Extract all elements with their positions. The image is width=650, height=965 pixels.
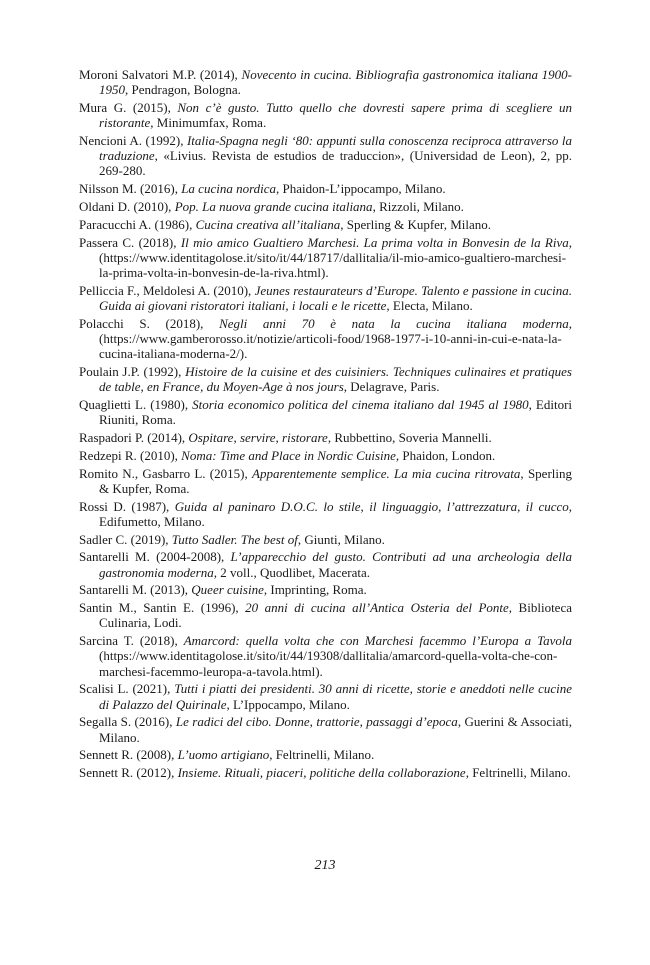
entry-title: Le radici del cibo. Donne, trattorie, passaggi d’epoca — [175, 714, 458, 730]
bibliography-entry — [79, 549, 572, 579]
entry-author: Moroni Salvatori M.P. (2014), — [79, 67, 242, 82]
entry-author: Sennett R. (2008), — [79, 747, 178, 763]
entry-publication: , L’Ippocampo, Milano. — [226, 696, 350, 712]
entry-author: Mura G. (2015), — [79, 100, 178, 115]
entry-title: L’uomo artigiano — [177, 747, 270, 763]
entry-title: L’apparecchio del gusto. Contributi ad una archeologia della gastronomia moderna, — [99, 549, 573, 580]
bibliography-entry — [79, 67, 572, 97]
bibliography-entry — [79, 681, 572, 711]
entry-publication: Phaidon, London. — [399, 447, 496, 463]
entry-title: Cucina creativa all’italiana — [195, 216, 341, 232]
entry-title: Jeunes restaurateurs d’Europe. Talento e passione in cucina. Guida ai giovani ristoratori italiani, i locali e le ricette — [99, 282, 572, 313]
entry-title: Pop. La nuova grande cucina italiana — [174, 199, 373, 214]
entry-title: Storia economico politica del cinema italiano dal 1945 al 1980 — [192, 397, 529, 412]
bibliography-entry — [79, 283, 572, 313]
entry-author: Polacchi S. (2018), — [79, 315, 220, 331]
entry-publication: , Rubbettino, Soveria Mannelli. — [327, 430, 492, 445]
entry-title: Amarcord: quella volta che con Marchesi facemmo l’Europa a Tavola — [183, 633, 572, 649]
bibliography-entry — [79, 235, 572, 281]
entry-publication: , Electa, Milano. — [386, 298, 473, 313]
entry-title: Non c’è gusto. Tutto quello che dovresti sapere prima di scegliere un ristorante, — [99, 100, 572, 131]
entry-title: Tutto Sadler. The best of — [171, 531, 298, 547]
bibliography-entry — [79, 430, 572, 445]
entry-author: Paracucchi A. (1986), — [79, 216, 196, 232]
entry-title: Histoire de la cuisine et des cuisiniers. Techniques culinaires et pratiques de table, en France, du Moyen-Age à nos jours — [99, 364, 572, 395]
entry-author: Sennett R. (2012), — [79, 765, 178, 781]
bibliography-entry — [79, 633, 572, 679]
entry-publication: , Rizzoli, Milano. — [372, 199, 464, 214]
entry-publication: (https://www.identitagolose.it/sito/it/44/19308/dallitalia/amarcord-quella-volta-che-con-marchesi-facemmo-leuropa-a-tavola.html). — [99, 648, 558, 679]
bibliography-entry — [79, 316, 572, 362]
entry-title: Italia-Spagna negli ‘80: appunti sulla conoscenza reciproca attraverso la traduzione — [99, 133, 572, 164]
entry-publication: , Guerini & Associati, Milano. — [99, 714, 572, 745]
entry-author: Passera C. (2018), — [79, 234, 181, 250]
entry-publication: , Pendragon, Bologna. — [125, 82, 241, 98]
bibliography-entry — [79, 364, 572, 394]
entry-title: Novecento in cucina. Bibliografia gastronomica italiana 1900-1950 — [99, 67, 572, 98]
bibliography-entry — [79, 765, 572, 780]
entry-author: Segalla S. (2016), — [79, 714, 176, 730]
entry-publication: , Imprinting, Roma. — [263, 582, 367, 598]
bibliography-entry — [79, 466, 572, 496]
entry-author: Oldani D. (2010), — [79, 199, 175, 214]
entry-author: Redzepi R. (2010), — [79, 447, 182, 463]
entry-title: Tutti i piatti dei presidenti. 30 anni di ricette, storie e aneddoti nelle cucine di Palazzo del Quirinale — [99, 681, 573, 712]
entry-title: 20 anni di cucina all’Antica Osteria del Ponte — [245, 600, 509, 616]
bibliography-list — [79, 67, 572, 783]
entry-author: Sarcina T. (2018), — [79, 633, 184, 649]
entry-publication: 2 voll., Quodlibet, Macerata. — [216, 564, 371, 580]
entry-publication: Minimumfax, Roma. — [153, 115, 267, 131]
bibliography-entry — [79, 532, 572, 547]
entry-title: La cucina nordica — [181, 181, 277, 197]
entry-publication: , Sperling & Kupfer, Milano. — [340, 216, 492, 232]
bibliography-entry — [79, 217, 572, 232]
entry-author: Quaglietti L. (1980), — [79, 397, 193, 412]
bibliography-entry — [79, 499, 572, 529]
entry-author: Raspadori P. (2014), — [79, 430, 189, 445]
entry-publication: , Sperling & Kupfer, Roma. — [99, 465, 572, 496]
entry-publication: , Phaidon-L’ippocampo, Milano. — [276, 181, 446, 197]
entry-title: Queer cuisine — [191, 582, 264, 598]
bibliography-entry — [79, 582, 572, 597]
entry-title: Noma: Time and Place in Nordic Cuisine, — [181, 447, 400, 463]
entry-publication: , «Livius. Revista de estudios de traduccion», (Universidad de Leon), 2, pp. 269-280. — [99, 148, 572, 179]
bibliography-entry — [79, 448, 572, 463]
bibliography-entry — [79, 100, 572, 130]
entry-title: Apparentemente semplice. La mia cucina ritrovata — [252, 465, 521, 481]
entry-author: Santarelli M. (2004-2008), — [79, 549, 231, 565]
entry-title: Guida al paninaro D.O.C. lo stile, il linguaggio, l’attrezzatura, il cucco — [174, 498, 569, 514]
entry-publication: , (https://www.identitagolose.it/sito/it/44/18717/dallitalia/il-mio-amico-gualtiero-marchesi-la-prima-volta-in-bonvesin-de-la-riva.html). — [99, 234, 572, 280]
entry-author: Romito N., Gasbarro L. (2015), — [79, 465, 252, 481]
bibliography-entry — [79, 600, 572, 630]
bibliography-entry — [79, 714, 572, 744]
entry-title: Insieme. Rituali, piaceri, politiche della collaborazione — [177, 765, 466, 781]
entry-publication: , Feltrinelli, Milano. — [465, 765, 571, 781]
entry-author: Nencioni A. (1992), — [79, 133, 187, 148]
entry-title: Negli anni 70 è nata la cucina italiana moderna — [219, 315, 569, 331]
entry-author: Santarelli M. (2013), — [79, 582, 192, 598]
entry-author: Scalisi L. (2021), — [79, 681, 175, 697]
entry-author: Sadler C. (2019), — [79, 531, 172, 547]
entry-author: Pelliccia F., Meldolesi A. (2010), — [79, 282, 255, 298]
entry-publication: , Edifumetto, Milano. — [99, 498, 573, 529]
page-number: 213 — [314, 858, 336, 873]
entry-author: Poulain J.P. (1992), — [79, 364, 186, 379]
entry-publication: , Delagrave, Paris. — [343, 379, 440, 395]
entry-publication: , Editori Riuniti, Roma. — [99, 397, 573, 428]
bibliography-entry — [79, 133, 572, 179]
bibliography-entry — [79, 181, 572, 196]
entry-title: Il mio amico Gualtiero Marchesi. La prima volta in Bonvesin de la Riva — [180, 234, 569, 250]
entry-publication: , (https://www.gamberorosso.it/notizie/articoli-food/1968-1977-i-10-anni-in-cui-e-nata-la-cucina-italiana-moderna-2/). — [99, 315, 572, 362]
bibliography-entry — [79, 199, 572, 214]
entry-author: Nilsson M. (2016), — [79, 181, 182, 197]
entry-title: Ospitare, servire, ristorare — [188, 430, 328, 445]
entry-publication: , Biblioteca Culinaria, Lodi. — [99, 600, 572, 631]
bibliography-entry — [79, 397, 572, 427]
bibliography-entry — [79, 747, 572, 762]
entry-author: Santin M., Santin E. (1996), — [79, 600, 246, 616]
entry-publication: , Feltrinelli, Milano. — [269, 747, 375, 763]
entry-publication: , Giunti, Milano. — [297, 531, 385, 547]
entry-author: Rossi D. (1987), — [79, 498, 175, 514]
